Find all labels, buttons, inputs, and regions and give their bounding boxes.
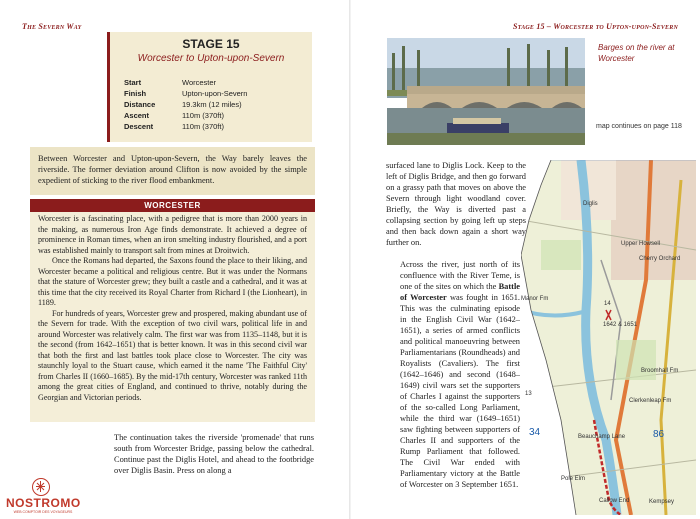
route-map (521, 160, 696, 515)
stat-row-descent (124, 122, 247, 133)
worcester-paragraph: For hundreds of years, Worcester grew and prospered, making abundant use of the Severn for trade. With the exception of two civil wars, political life in and around Worcester was relatively calm. The first war was from 1135–1148, but it is the second (from 1642–1651) that is better known. It was in this second civil war that both the first and last battles took place close to Worcester. The city was staunchly loyal to the Stuart cause, which earned it the name 'The Faithful City' from Charles II (1660–1685). By the mid-17th century, Worcester was ranked 11th among the great cities of England, and continued to thrive, notably during the Georgian and Victorian periods. (38, 308, 307, 402)
map-label: Callow End (599, 498, 630, 504)
worcester-paragraph: Worcester is a fascinating place, with a pedigree that is more than 2000 years in the making, as numerous Iron Age finds demonstrate. It achieved a degree of prominence in Roman times, when an iron smelting industry flourished, and a port was established mainly to transport salt from mines at Droitwich. (38, 214, 307, 255)
route-text-left: The continuation takes the riverside 'promenade' that runs south from Worcester Bridge, passing below the cathedral. Continue past the Diglis Hotel, and ahead to the footbridge over Diglis Basin. Press on along a (114, 433, 314, 475)
map-label: Beauchamp Lane (578, 434, 626, 440)
running-head-left: The Severn Way (22, 22, 82, 31)
stage-subtitle: Worcester to Upton-upon-Severn (137, 53, 285, 64)
map-label: Broomhall Fm (641, 368, 679, 374)
stat-row-ascent (124, 111, 247, 122)
stat-label: Distance (124, 100, 156, 109)
stat-label: Ascent (124, 111, 150, 120)
map-label: Diglis (583, 201, 598, 207)
map-label: Cherry Orchard (639, 256, 681, 262)
battle-name: Battle of Worcester (400, 282, 520, 302)
route-text-right: surfaced lane to Diglis Lock. Keep to the left of Diglis Bridge, and then go forward on a grassy path that moves on above the Severn through light woodland cover. Briefly, the Way is diverted past a collapsing section by going left up steps and then back down again a short way further on. (386, 161, 526, 247)
nostromo-logo (6, 478, 80, 516)
stage-title: STAGE 15 (182, 37, 240, 51)
stat-value: 19.3km (12 miles) (182, 100, 242, 109)
running-head-right: Stage 15 – Worcester to Upton-upon-Severn (513, 22, 678, 31)
logo-name: NOSTROMO (6, 496, 81, 510)
page-gutter (349, 0, 351, 519)
logo-tagline: WEB COMPTOIR DES VOYAGEURS (13, 510, 73, 514)
map-label: 14 (604, 301, 611, 307)
stage-info-box (107, 32, 312, 142)
stage-stats (124, 78, 247, 133)
map-label: Manor Fm (521, 296, 549, 302)
map-continues-note: map continues on page 118 (596, 123, 682, 130)
stat-label: Finish (124, 89, 147, 98)
map-label: 1642 & 1651 (603, 322, 638, 328)
battle-text-after: was fought in 1651. This was the culminating episode in the English Civil War (1642–1651), a series of armed conflicts and political manoeuvring between Parliamentarians (Roundheads) and Royalists (Cavaliers). The first (1642–1646) and second (1648–1649) civil wars set the supporters of Charles I against the supporters of the so-called Long Parliament, while the third war (1649–1651) saw fighting between supporters of Charles II and supporters of the Rump Parliament that followed. The Civil War ended with Parliamentary victory at the Battle of Worcester on 3 September 1651. (400, 293, 520, 489)
map-label: Upper Howsell (621, 241, 661, 247)
battle-text (400, 259, 520, 490)
stat-value: 110m (370ft) (182, 111, 224, 120)
photo-caption: Barges on the river at Worcester (598, 43, 675, 63)
stat-value: 110m (370ft) (182, 122, 224, 131)
barges-photo (387, 38, 585, 145)
worcester-body (30, 212, 315, 403)
map-label: 34 (529, 427, 541, 438)
stat-value: Upton-upon-Severn (182, 89, 248, 98)
map-label: Clerkenleap Fm (629, 398, 672, 404)
map-label: Pole Elm (561, 476, 586, 482)
stat-row-start (124, 78, 247, 89)
map-label: 86 (653, 429, 665, 440)
worcester-sidebar (30, 199, 315, 422)
battle-text-before: Across the river, just north of its confluence with the River Teme, is one of the sites on which the (400, 260, 520, 291)
worcester-paragraph: Once the Romans had departed, the Saxons found the place to their liking, and Worcester became a political and religious centre. But it was under the Normans that the stature of Worcester grew; they built a castle and a cathedral, and it was at this time that the city received its Royal Charter from Richard I (the Lionheart), in 1189. (38, 256, 307, 307)
stat-label: Start (124, 78, 142, 87)
intro-text: Between Worcester and Upton-upon-Severn, the Way barely leaves the riverside. The former deviation around Clifton is now avoided by the simple expedient of sticking to the river flood embankment. (30, 147, 315, 195)
stat-row-finish (124, 89, 247, 100)
map-label: Kempsey (649, 499, 675, 505)
logo-emblem-icon (32, 478, 50, 496)
stat-label: Descent (124, 122, 154, 131)
worcester-heading: WORCESTER (30, 199, 315, 212)
map-label: 13 (525, 391, 532, 397)
stat-value: Worcester (182, 78, 217, 87)
stat-row-distance (124, 100, 247, 111)
